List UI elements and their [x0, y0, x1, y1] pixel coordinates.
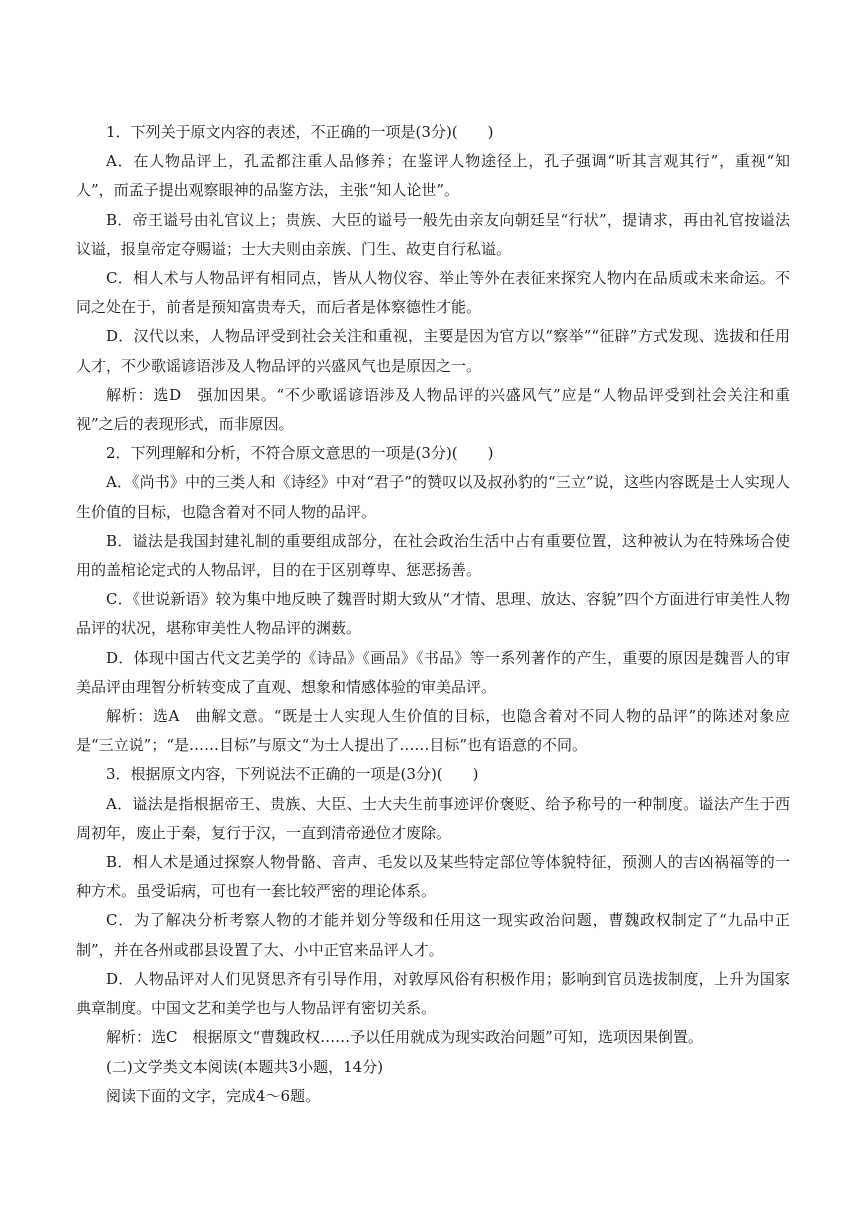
question-1-option-d: D．汉代以来，人物品评受到社会关注和重视，主要是因为官方以“察举”“征辟”方式发现、选拔和任用人才，不少歌谣谚语涉及人物品评的兴盛风气也是原因之一。: [76, 327, 790, 375]
question-3-option-a: A．谥法是指根据帝王、贵族、大臣、士大夫生前事迹评价褒贬、给予称号的一种制度。谥法产生于西周初年，废止于秦，复行于汉，一直到清帝逊位才废除。: [76, 794, 790, 842]
question-1-option-a: A．在人物品评上，孔孟都注重人品修养；在鉴评人物途径上，孔子强调“听其言观其行”，重视“知人”，而孟子提出观察眼神的品鉴方法，主张“知人论世”。: [76, 152, 790, 200]
question-3-analysis: 解析：选C 根据原文“曹魏政权……予以任用就成为现实政治问题”可知，选项因果倒置。: [106, 1028, 703, 1047]
reading-instruction: 阅读下面的文字，完成4～6题。: [106, 1086, 321, 1105]
question-3-option-d: D．人物品评对人们见贤思齐有引导作用，对敦厚风俗有积极作用；影响到官员选拔制度，上升为国家典章制度。中国文艺和美学也与人物品评有密切关系。: [76, 969, 790, 1018]
question-2-option-a: A．《尚书》中的三类人和《诗经》中对“君子”的赞叹以及叔孙豹的“三立”说，这些内容既是士人实现人生价值的目标，也隐含着对不同人物的品评。: [76, 473, 790, 521]
question-1-analysis: 解析：选D 强加因果。“不少歌谣谚语涉及人物品评的兴盛风气”应是“人物品评受到社会关注和重视”之后的表现形式，而非原因。: [76, 385, 790, 434]
question-1-option-c: C．相人术与人物品评有相同点，皆从人物仪容、举止等外在表征来探究人物内在品质或未来命运。不同之处在于，前者是预知富贵寿夭，而后者是体察德性才能。: [76, 269, 790, 317]
question-2-analysis: 解析：选A 曲解文意。“既是士人实现人生价值的目标，也隐含着对不同人物的品评”的陈述对象应是“三立说”；“是……目标”与原文“为士人提出了……目标”也有语意的不同。: [76, 707, 790, 755]
question-3-option-b: B．相人术是通过探察人物骨骼、音声、毛发以及某些特定部位等体貌特征，预测人的吉凶祸福等的一种方术。虽受诟病，可也有一套比较严密的理论体系。: [76, 853, 790, 901]
section-heading: (二)文学类文本阅读(本题共3小题，14分): [106, 1057, 384, 1076]
question-3-option-c: C．为了解决分析考察人物的才能并划分等级和任用这一现实政治问题，曹魏政权制定了“九品中正制”，并在各州或郡县设置了大、小中正官来品评人才。: [76, 911, 790, 959]
question-1-option-b: B．帝王谥号由礼官议上；贵族、大臣的谥号一般先由亲友向朝廷呈“行状”，提请求，再由礼官按谥法议谥，报皇帝定夺赐谥；士大夫则由亲族、门生、故吏自行私谥。: [76, 210, 790, 258]
question-2-option-c: C．《世说新语》较为集中地反映了魏晋时期大致从“才情、思理、放达、容貌”四个方面进行审美性人物品评的状况，堪称审美性人物品评的渊薮。: [76, 590, 790, 638]
question-2-option-b: B．谥法是我国封建礼制的重要组成部分，在社会政治生活中占有重要位置，这种被认为在特殊场合使用的盖棺论定式的人物品评，目的在于区别尊卑、惩恶扬善。: [76, 531, 790, 580]
question-2-option-d: D．体现中国古代文艺美学的《诗品》《画品》《书品》等一系列著作的产生，重要的原因是魏晋人的审美品评由理智分析转变成了直观、想象和情感体验的审美品评。: [76, 648, 790, 696]
question-3-stem: 3．根据原文内容，下列说法不正确的一项是(3分)( ): [106, 765, 479, 784]
question-1-stem: 1．下列关于原文内容的表述，不正确的一项是(3分)( ): [106, 123, 494, 141]
question-2-stem: 2．下列理解和分析，不符合原文意思的一项是(3分)( ): [106, 444, 494, 463]
